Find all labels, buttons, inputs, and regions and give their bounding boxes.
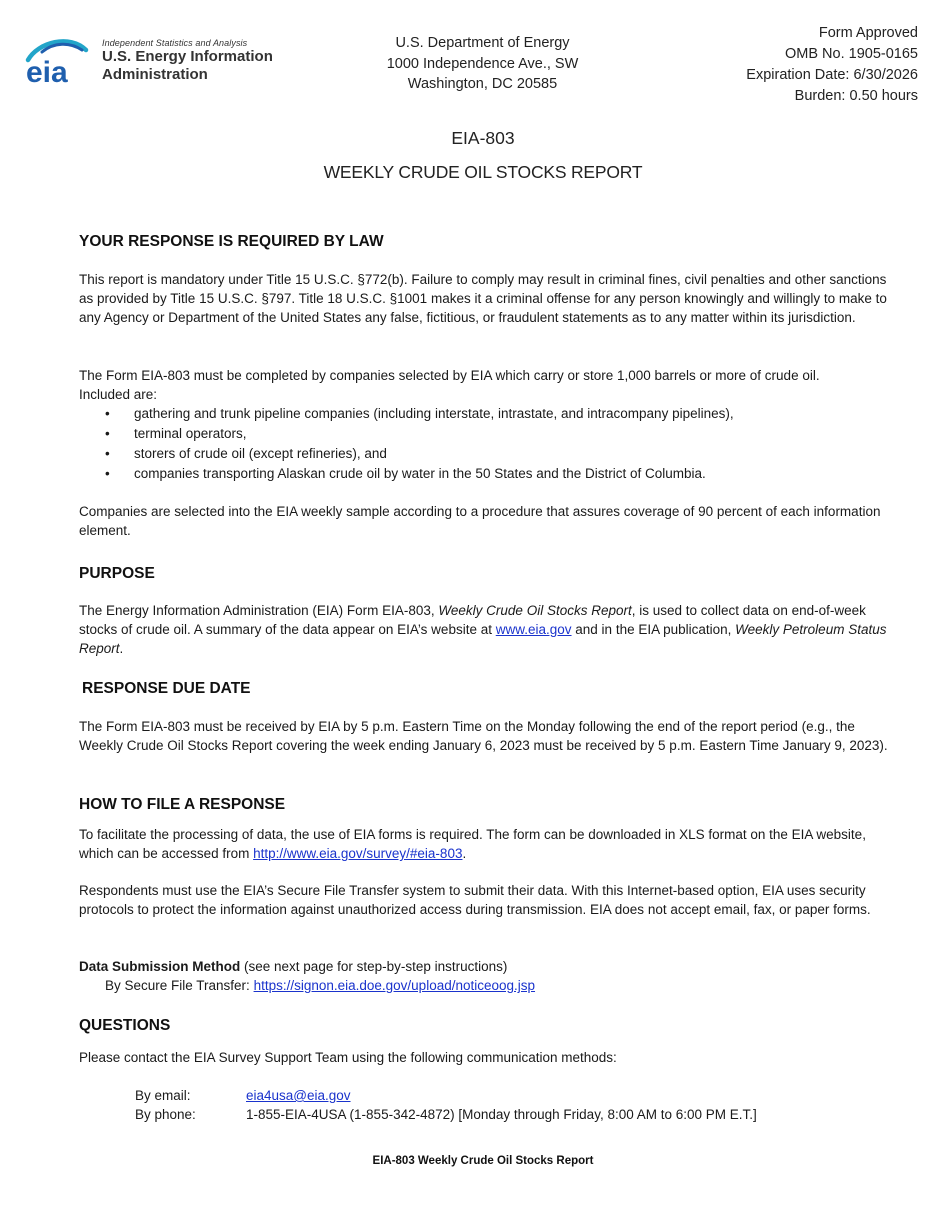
form-id: EIA-803 bbox=[451, 128, 515, 148]
file-para1-end: . bbox=[462, 846, 467, 861]
due-section bbox=[82, 679, 892, 698]
bullet-icon: • bbox=[105, 446, 110, 461]
purpose-text bbox=[79, 601, 889, 658]
approval-status: Form Approved bbox=[818, 25, 918, 41]
required-para1 bbox=[79, 270, 889, 327]
purpose-section bbox=[79, 564, 889, 583]
logo-wordmark: eia bbox=[26, 56, 68, 86]
dept-line3: Washington, DC 20585 bbox=[407, 76, 558, 92]
list-item bbox=[79, 404, 889, 423]
burden-hours: Burden: 0.50 hours bbox=[794, 88, 918, 104]
purpose-heading: PURPOSE bbox=[79, 565, 155, 582]
due-text-body: The Form EIA-803 must be received by EIA by 5 p.m. Eastern Time on the Monday following the end of the report period (e.g., the Weekly Crude Oil Stocks Report covering the week ending January 6, 2023 must be received by 5 p.m. Eastern Time January 9, 2023). bbox=[79, 719, 888, 753]
submission-method-note: (see next page for step-by-step instructions) bbox=[240, 959, 508, 974]
logo-org-line2: Administration bbox=[102, 66, 208, 83]
purpose-form-name: Weekly Crude Oil Stocks Report bbox=[438, 603, 632, 618]
logo-tagline: Independent Statistics and Analysis bbox=[102, 38, 248, 48]
questions-intro bbox=[79, 1048, 889, 1067]
support-email-link[interactable]: eia4usa@eia.gov bbox=[246, 1088, 351, 1103]
submission-method bbox=[79, 957, 889, 995]
list-item bbox=[79, 464, 889, 483]
required-para2-line2: Included are: bbox=[79, 387, 158, 402]
dept-line1: U.S. Department of Energy bbox=[395, 35, 570, 51]
included-list bbox=[79, 404, 889, 483]
form-title: WEEKLY CRUDE OIL STOCKS REPORT bbox=[323, 162, 643, 182]
file-para1-text: To facilitate the processing of data, the use of EIA forms is required. The form can be downloaded in XLS format on the EIA website, which can be accessed from bbox=[79, 827, 866, 861]
list-item-text: storers of crude oil (except refineries), and bbox=[134, 446, 387, 461]
eia-website-link[interactable]: www.eia.gov bbox=[495, 622, 572, 637]
page-footer: EIA-803 Weekly Crude Oil Stocks Report bbox=[372, 1155, 594, 1167]
purpose-text-c: and in the EIA publication, bbox=[571, 622, 736, 637]
questions-heading: QUESTIONS bbox=[79, 1017, 171, 1034]
list-item-text: companies transporting Alaskan crude oil by water in the 50 States and the District of Columbia. bbox=[134, 466, 706, 481]
contact-email-row bbox=[135, 1086, 351, 1105]
file-para2-text: Respondents must use the EIA’s Secure File Transfer system to submit their data. With this Internet-based option, EIA uses security protocols to protect the information against unauthorized access during transmission. EIA does not accept email, fax, or paper forms. bbox=[79, 883, 871, 917]
purpose-text-b: , is used to collect data on end-of-week stocks of crude oil. A summary of the data appear on EIA’s website at bbox=[79, 603, 866, 637]
bullet-icon: • bbox=[105, 466, 110, 481]
expiration-date: Expiration Date: 6/30/2026 bbox=[746, 67, 918, 83]
due-text bbox=[79, 717, 889, 755]
purpose-text-a: The Energy Information Administration (EIA) Form EIA-803, bbox=[79, 603, 439, 618]
contact-phone-row bbox=[135, 1105, 757, 1124]
phone-label: By phone: bbox=[135, 1107, 196, 1122]
list-item-text: terminal operators, bbox=[134, 426, 247, 441]
bullet-icon: • bbox=[105, 426, 110, 441]
required-para3 bbox=[79, 502, 889, 540]
questions-intro-text: Please contact the EIA Survey Support Team using the following communication methods: bbox=[79, 1050, 617, 1065]
required-heading: YOUR RESPONSE IS REQUIRED BY LAW bbox=[79, 233, 384, 250]
eia-logo[interactable] bbox=[24, 36, 294, 86]
form-approval-block bbox=[746, 23, 918, 107]
department-address bbox=[360, 33, 605, 95]
file-para1 bbox=[79, 825, 889, 863]
purpose-publication-name: Weekly Petroleum Status Report bbox=[79, 622, 887, 656]
omb-number: OMB No. 1905-0165 bbox=[785, 46, 918, 62]
required-para1-text: This report is mandatory under Title 15 U.S.C. §772(b). Failure to comply may result in criminal fines, civil penalties and other sanctions as provided by Title 15 U.S.C. §797. Title 18 U.S.C. §1001 makes it a criminal offense for any person knowingly and willingly to make to any Agency or Department of the United States any false, fictitious, or fraudulent statements as to any matter within its jurisdiction. bbox=[79, 272, 887, 325]
survey-link[interactable]: http://www.eia.gov/survey/#eia-803 bbox=[253, 846, 463, 861]
sft-label: By Secure File Transfer: bbox=[105, 978, 254, 993]
email-label: By email: bbox=[135, 1088, 191, 1103]
required-para2 bbox=[79, 366, 889, 404]
required-section bbox=[79, 232, 889, 251]
due-heading: RESPONSE DUE DATE bbox=[82, 680, 251, 697]
file-section bbox=[79, 795, 889, 814]
submission-method-label: Data Submission Method bbox=[79, 959, 241, 974]
dept-line2: 1000 Independence Ave., SW bbox=[386, 55, 579, 72]
logo-org-name bbox=[102, 48, 273, 84]
purpose-text-d: . bbox=[119, 641, 124, 656]
list-item-text: gathering and trunk pipeline companies (including interstate, intrastate, and intracompany pipelines), bbox=[134, 406, 734, 421]
eia-logo-icon bbox=[24, 36, 100, 86]
required-para2-line1: The Form EIA-803 must be completed by companies selected by EIA which carry or store 1,000 barrels or more of crude oil. bbox=[79, 368, 820, 383]
questions-section bbox=[79, 1016, 889, 1035]
support-phone: 1-855-EIA-4USA (1-855-342-4872) [Monday through Friday, 8:00 AM to 6:00 PM E.T.] bbox=[246, 1107, 757, 1122]
list-item bbox=[79, 444, 889, 463]
required-para3-text: Companies are selected into the EIA weekly sample according to a procedure that assures coverage of 90 percent of each information element. bbox=[79, 504, 881, 538]
logo-org-line1: U.S. Energy Information bbox=[102, 48, 273, 65]
bullet-icon: • bbox=[105, 406, 110, 421]
secure-file-transfer-link[interactable]: https://signon.eia.doe.gov/upload/noticeoog.jsp bbox=[253, 978, 536, 993]
list-item bbox=[79, 424, 889, 443]
file-heading: HOW TO FILE A RESPONSE bbox=[79, 796, 286, 813]
file-para2 bbox=[79, 881, 889, 919]
